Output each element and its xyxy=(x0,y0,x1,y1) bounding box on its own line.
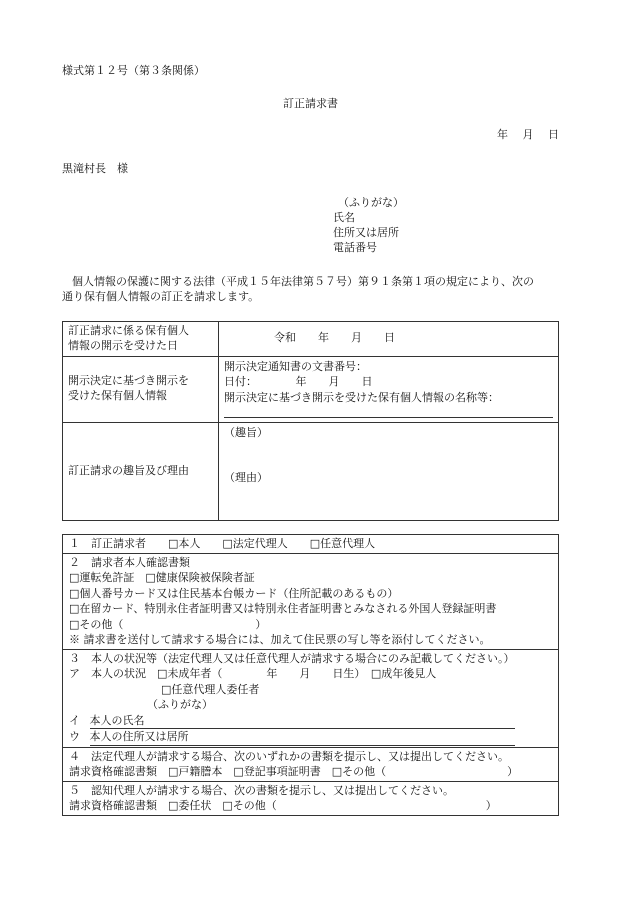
mail-note: ※ 請求書を送付して請求する場合には、加えて住民票の写し等を添付してください。 xyxy=(69,633,491,646)
requester-info-table xyxy=(62,534,559,816)
section-3-principal-status[interactable]: ３ 本人の状況等（法定代理人又は任意代理人が請求する場合にのみ記載してください。） ア 本人の状況 □未成年者（ 年 月 日生） □成年後見人 □任意代理人委任者 （ふりがな） イ 本人の氏名 ウ 本人の住所又は居所 xyxy=(63,649,559,747)
furigana-label: （ふりがな） xyxy=(338,196,404,209)
section-4-legal-agent-docs[interactable]: ４ 法定代理人が請求する場合、次のいずれかの書類を提示し、又は提出してください。 請求資格確認書類 □戸籍謄本 □登記事項証明書 □その他（ ） xyxy=(63,747,559,781)
correction-reason-label: 訂正請求の趣旨及び理由 xyxy=(63,422,219,520)
addressee: 黒滝村長 様 xyxy=(62,162,128,175)
address-field[interactable]: 住所又は居所 xyxy=(333,226,399,239)
phone-field[interactable]: 電話番号 xyxy=(333,241,377,254)
page-title: 訂正請求書 xyxy=(283,97,338,110)
intro-line-2: 通り保有個人情報の訂正を請求します。 xyxy=(62,290,260,303)
principal-name-field: イ 本人の氏名 xyxy=(69,713,552,730)
correction-reason-field[interactable]: （趣旨） （理由） xyxy=(219,422,559,520)
intro-line-1: 個人情報の保護に関する法律（平成１５年法律第５７号）第９１条第１項の規定により、次の xyxy=(72,275,534,288)
disclosure-date-label: 訂正請求に係る保有個人 情報の開示を受けた日 xyxy=(63,322,219,357)
disclosure-date-field[interactable]: 令和 年 月 日 xyxy=(219,322,559,357)
date-field[interactable]: 年 月 日 xyxy=(497,128,559,141)
form-number: 様式第１２号（第３条関係） xyxy=(62,64,205,77)
disclosure-table xyxy=(62,321,559,521)
disclosed-info-label: 開示決定に基づき開示を 受けた保有個人情報 xyxy=(63,356,219,422)
section-2-id-documents[interactable]: ２ 請求者本人確認書類 □運転免許証 □健康保険被保険者証 □個人番号カード又は住民基本台帳カード（住所記載のあるもの） □在留カード、特別永住者証明書又は特別永住者証明書とみなされる外国人登録証明書 □その他（ ） ※ 請求書を送付して請求する場合には、加えて住民票の写し等を添付してください。 xyxy=(63,553,559,649)
section-5-authorized-agent-docs[interactable]: ５ 認知代理人が請求する場合、次の書類を提示し、又は提出してください。 請求資格確認書類 □委任状 □その他（ ） xyxy=(63,781,559,815)
section-1-requester-type[interactable]: １ 訂正請求者 □本人 □法定代理人 □任意代理人 xyxy=(63,535,559,554)
principal-address-field: ウ 本人の住所又は居所 xyxy=(69,729,552,746)
disclosed-info-field[interactable]: 開示決定通知書の文書番号： 日付： 年 月 日 開示決定に基づき開示を受けた保有個人情報の名称等： xyxy=(219,356,559,422)
name-field[interactable]: 氏名 xyxy=(333,211,355,224)
